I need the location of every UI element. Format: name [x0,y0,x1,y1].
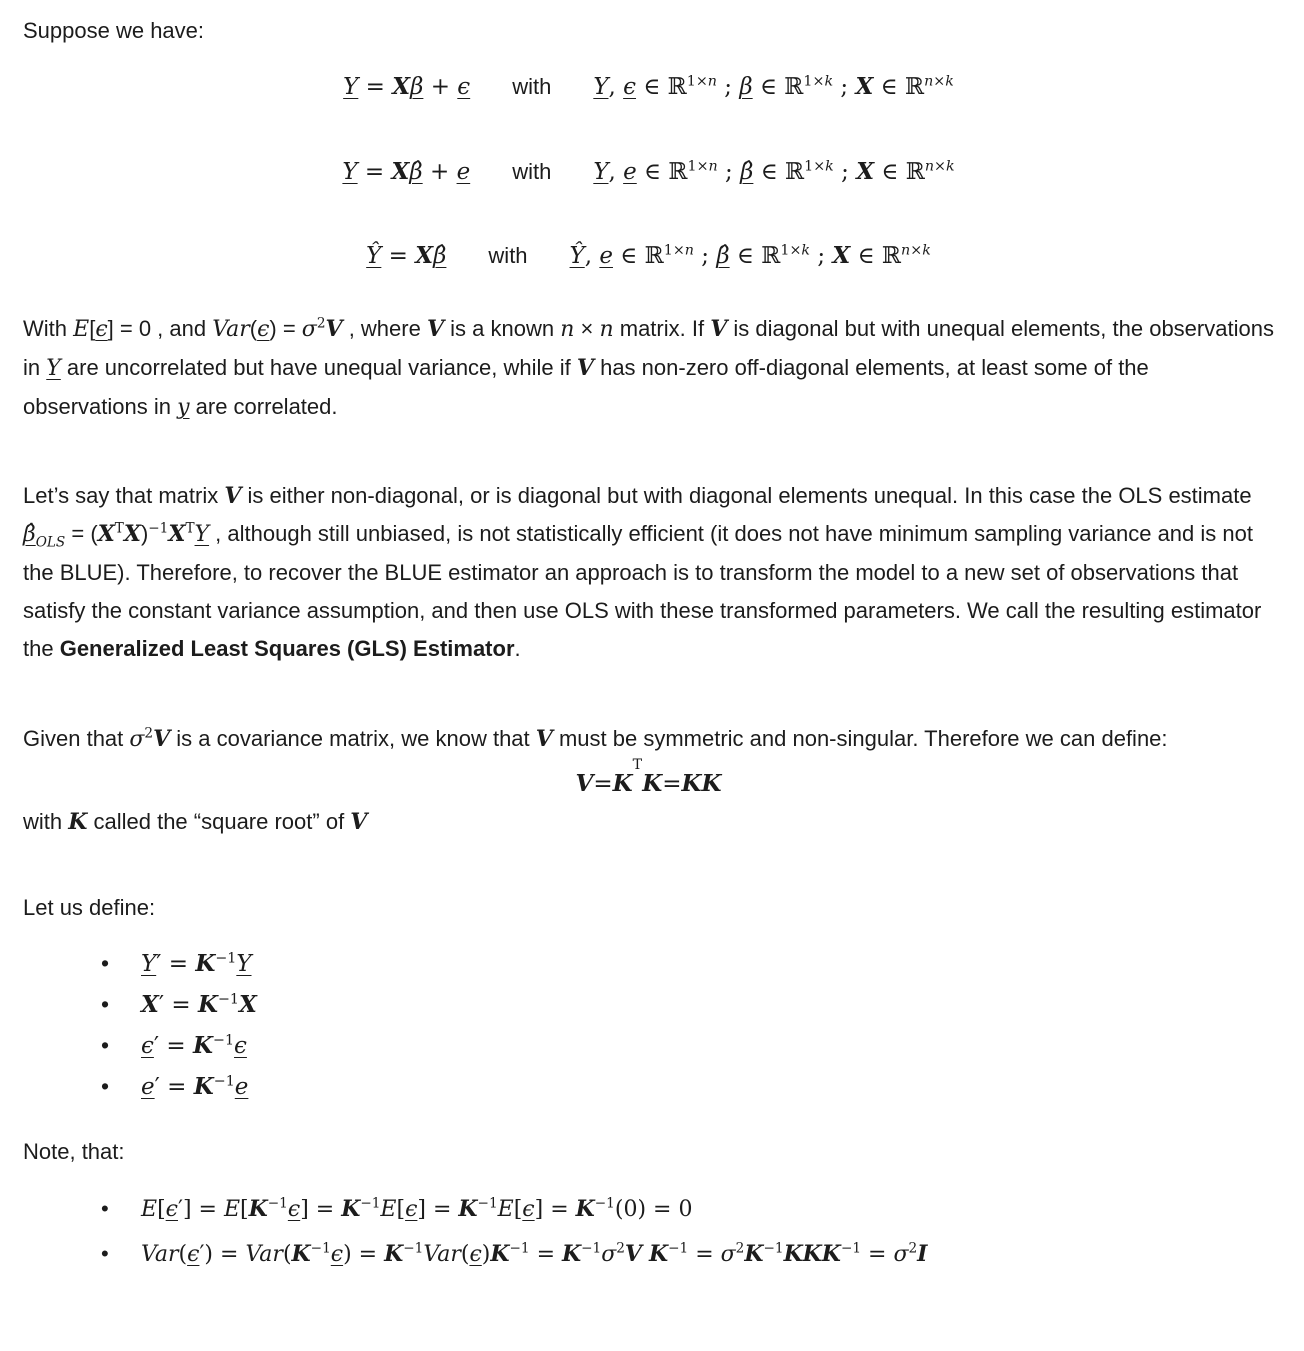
note-item-expectation [23,1187,1274,1232]
paragraph-variance-assumptions: With E[ϵ] = 0 , and $Var(\epsilon) = \sigma^2V$ , where V is a known n × n matrix. If V is diagonal but with unequal elements, the observations in Y are uncorrelated but have unequal variance, while if V has non-zero off-diagonal elements, at least some of the observations in y are correlated. [23,315,1274,420]
square-root-note: with K called the “square root” of V [23,808,368,835]
bullet-icon: • [101,1240,109,1266]
with-label: with [488,243,528,268]
definition-formula: $Y' = K^{-1}Y$ [141,949,252,977]
notes-list [23,1187,1274,1277]
definition-item-x-prime [23,984,1274,1025]
bullet-icon: • [101,990,110,1017]
bullet-icon: • [101,1031,110,1058]
define-intro-line: Let us define: [23,894,156,920]
bullet-icon: • [101,1195,109,1221]
definition-item-y-prime [23,943,1274,984]
definition-formula: $e' = K^{-1}e$ [141,1072,249,1100]
definitions-list [23,943,1274,1107]
equation-v-decomposition: V = K T K = KK [575,756,722,797]
equation-prediction-model [23,239,1274,274]
intro-line: Suppose we have: [23,18,205,43]
model-equations [23,70,1274,274]
definition-formula: $\epsilon' = K^{-1}\epsilon$ [141,1031,247,1059]
bullet-icon: • [101,1072,110,1099]
note-formula: $Var(\epsilon') = Var(K^{-1}\epsilon) = K^{-1}Var(\epsilon)K^{-1} = K^{-1}\sigma^2V$ $K^{-1} = \sigma^2K^{-1}KKK^{-1} = \sigma^2I$ [141,1240,928,1267]
equation-population-model [23,70,1274,105]
note-item-variance [23,1232,1274,1277]
paragraph-covariance-definition: Given that $\sigma^2V$ is a covariance matrix, we know that V must be symmetric and non-singular. Therefore we can define: [23,725,1168,752]
note-intro-line: Note, that: [23,1138,125,1164]
equation-domains: Y, e ∈ ℝ$^{1\times n}$ ; β̂ ∈ ℝ$^{1\times k}$ ; X ∈ ℝ$^{n\times k}$ [593,157,955,185]
with-label: with [512,158,552,184]
with-label: with [512,74,552,99]
equation-formula: Y = Xβ̂ + e [342,157,471,185]
bullet-icon: • [101,949,110,976]
paragraph-ols-efficiency: Let’s say that matrix V is either non-diagonal, or is diagonal but with diagonal elements unequal. In this case the OLS estimate $\betâ_{OLS} = (X^TX)^{-1}X^TY$ , although still unbiased, is not statistically efficient (it does not have minimum sampling variance and is not the BLUE). Therefore, to recover the BLUE estimator an approach is to transform the model to a new set of observations that satisfy the constant variance assumption, and then use OLS with these transformed parameters. We call the resulting estimator the Generalized Least Squares (GLS) Estimator. [23,482,1262,661]
equation-formula: Ŷ = Xβ̂ [366,242,447,269]
equation-domains: Ŷ, e ∈ ℝ$^{1\times n}$ ; β̂ ∈ ℝ$^{1\times k}$ ; X ∈ ℝ$^{n\times k}$ [569,242,931,269]
definition-item-epsilon-prime [23,1025,1274,1066]
equation-fitted-model [23,155,1274,190]
definition-formula: $X' = K^{-1}X$ [141,990,257,1018]
equation-formula: Y = Xβ + ϵ [343,73,471,100]
definition-item-e-prime [23,1066,1274,1107]
equation-domains: Y, ϵ ∈ ℝ$^{1\times n}$ ; β ∈ ℝ$^{1\times k}$ ; X ∈ ℝ$^{n\times k}$ [593,73,954,100]
note-formula: $E[\epsilon'] = E[K^{-1}\epsilon] = K^{-1}E[\epsilon] = K^{-1}E[\epsilon] = K^{-1}(0) = 0$ [141,1195,693,1222]
